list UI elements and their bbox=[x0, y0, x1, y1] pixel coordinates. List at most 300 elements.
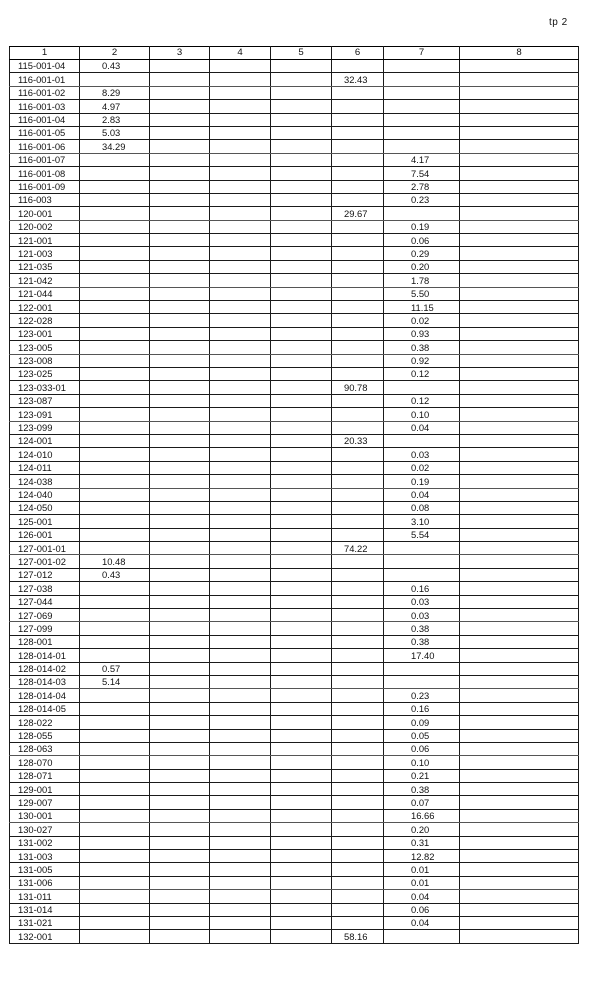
value-cell bbox=[271, 649, 332, 662]
value-cell bbox=[460, 568, 579, 581]
value-cell bbox=[80, 220, 150, 233]
value-cell bbox=[271, 756, 332, 769]
value-cell bbox=[460, 595, 579, 608]
parcel-code-cell: 128-014-05 bbox=[10, 702, 80, 715]
parcel-code-cell: 116-001-03 bbox=[10, 100, 80, 113]
value-cell bbox=[210, 729, 271, 742]
value-cell bbox=[210, 113, 271, 126]
value-cell bbox=[271, 609, 332, 622]
value-cell: 29.67 bbox=[332, 207, 384, 220]
value-cell bbox=[80, 890, 150, 903]
value-cell bbox=[332, 180, 384, 193]
parcel-code-cell: 121-003 bbox=[10, 247, 80, 260]
value-cell bbox=[210, 341, 271, 354]
value-cell bbox=[460, 126, 579, 139]
value-cell: 3.10 bbox=[384, 515, 460, 528]
value-cell bbox=[210, 207, 271, 220]
value-cell: 0.20 bbox=[384, 823, 460, 836]
value-cell bbox=[332, 756, 384, 769]
value-cell bbox=[332, 809, 384, 822]
value-cell bbox=[150, 220, 210, 233]
value-cell bbox=[332, 783, 384, 796]
value-cell bbox=[80, 247, 150, 260]
value-cell bbox=[332, 515, 384, 528]
value-cell bbox=[271, 662, 332, 675]
value-cell bbox=[460, 220, 579, 233]
table-row bbox=[10, 113, 579, 126]
value-cell bbox=[150, 515, 210, 528]
parcel-code-cell: 132-001 bbox=[10, 930, 80, 943]
value-cell bbox=[80, 595, 150, 608]
table-row bbox=[10, 850, 579, 863]
column-header: 2 bbox=[80, 47, 150, 60]
parcel-code-cell: 116-003 bbox=[10, 193, 80, 206]
value-cell bbox=[271, 729, 332, 742]
table-row bbox=[10, 448, 579, 461]
value-cell bbox=[210, 274, 271, 287]
value-cell: 0.38 bbox=[384, 635, 460, 648]
table-row bbox=[10, 73, 579, 86]
value-cell bbox=[332, 60, 384, 73]
value-cell bbox=[271, 448, 332, 461]
value-cell bbox=[80, 635, 150, 648]
value-cell bbox=[210, 327, 271, 340]
value-cell bbox=[80, 260, 150, 273]
parcel-code-cell: 127-099 bbox=[10, 622, 80, 635]
table-row bbox=[10, 729, 579, 742]
value-cell: 0.02 bbox=[384, 461, 460, 474]
value-cell bbox=[271, 381, 332, 394]
value-cell bbox=[460, 327, 579, 340]
table-row bbox=[10, 769, 579, 782]
parcel-code-cell: 129-007 bbox=[10, 796, 80, 809]
parcel-code-cell: 126-001 bbox=[10, 528, 80, 541]
parcel-code-cell: 128-014-03 bbox=[10, 675, 80, 688]
value-cell bbox=[271, 542, 332, 555]
value-cell: 0.29 bbox=[384, 247, 460, 260]
value-cell: 0.16 bbox=[384, 702, 460, 715]
value-cell bbox=[150, 314, 210, 327]
value-cell: 1.78 bbox=[384, 274, 460, 287]
value-cell bbox=[271, 475, 332, 488]
value-cell bbox=[332, 649, 384, 662]
value-cell bbox=[80, 153, 150, 166]
value-cell bbox=[332, 193, 384, 206]
value-cell bbox=[332, 247, 384, 260]
value-cell bbox=[271, 716, 332, 729]
value-cell: 7.54 bbox=[384, 167, 460, 180]
value-cell bbox=[210, 501, 271, 514]
value-cell bbox=[460, 113, 579, 126]
value-cell bbox=[271, 260, 332, 273]
value-cell bbox=[271, 635, 332, 648]
value-cell: 0.03 bbox=[384, 448, 460, 461]
parcel-code-cell: 130-001 bbox=[10, 809, 80, 822]
value-cell: 0.10 bbox=[384, 756, 460, 769]
value-cell bbox=[210, 73, 271, 86]
value-cell bbox=[332, 689, 384, 702]
value-cell bbox=[150, 729, 210, 742]
value-cell bbox=[80, 809, 150, 822]
value-cell bbox=[80, 180, 150, 193]
parcel-code-cell: 121-044 bbox=[10, 287, 80, 300]
value-cell bbox=[460, 86, 579, 99]
value-cell bbox=[460, 180, 579, 193]
value-cell bbox=[150, 675, 210, 688]
value-cell bbox=[150, 193, 210, 206]
value-cell bbox=[271, 126, 332, 139]
value-cell: 5.54 bbox=[384, 528, 460, 541]
value-cell bbox=[80, 649, 150, 662]
value-cell bbox=[460, 649, 579, 662]
value-cell bbox=[210, 220, 271, 233]
value-cell bbox=[150, 876, 210, 889]
value-cell bbox=[80, 823, 150, 836]
parcel-code-cell: 124-011 bbox=[10, 461, 80, 474]
value-cell bbox=[210, 126, 271, 139]
value-cell bbox=[332, 167, 384, 180]
value-cell bbox=[80, 528, 150, 541]
value-cell bbox=[150, 836, 210, 849]
parcel-code-cell: 123-025 bbox=[10, 367, 80, 380]
value-cell bbox=[271, 863, 332, 876]
value-cell bbox=[210, 716, 271, 729]
table-row bbox=[10, 394, 579, 407]
value-cell bbox=[271, 702, 332, 715]
value-cell bbox=[80, 850, 150, 863]
value-cell: 58.16 bbox=[332, 930, 384, 943]
value-cell bbox=[332, 609, 384, 622]
column-header-row bbox=[10, 47, 579, 60]
value-cell bbox=[150, 756, 210, 769]
table-row bbox=[10, 890, 579, 903]
value-cell bbox=[460, 876, 579, 889]
value-cell bbox=[210, 180, 271, 193]
value-cell bbox=[80, 689, 150, 702]
table-row bbox=[10, 675, 579, 688]
value-cell bbox=[332, 461, 384, 474]
value-cell bbox=[150, 823, 210, 836]
parcel-code-cell: 131-002 bbox=[10, 836, 80, 849]
value-cell bbox=[150, 421, 210, 434]
parcel-code-cell: 122-001 bbox=[10, 301, 80, 314]
value-cell bbox=[271, 783, 332, 796]
value-cell bbox=[332, 890, 384, 903]
table-row bbox=[10, 207, 579, 220]
table-row bbox=[10, 140, 579, 153]
value-cell bbox=[150, 367, 210, 380]
table-row bbox=[10, 555, 579, 568]
value-cell bbox=[80, 274, 150, 287]
parcel-code-cell: 124-001 bbox=[10, 434, 80, 447]
value-cell bbox=[460, 153, 579, 166]
table-row bbox=[10, 903, 579, 916]
parcel-code-cell: 131-011 bbox=[10, 890, 80, 903]
parcel-code-cell: 124-038 bbox=[10, 475, 80, 488]
value-cell bbox=[332, 140, 384, 153]
value-cell: 5.50 bbox=[384, 287, 460, 300]
table-row bbox=[10, 689, 579, 702]
value-cell bbox=[460, 635, 579, 648]
value-cell: 34.29 bbox=[80, 140, 150, 153]
value-cell bbox=[80, 729, 150, 742]
table-row bbox=[10, 381, 579, 394]
value-cell: 90.78 bbox=[332, 381, 384, 394]
value-cell bbox=[460, 381, 579, 394]
value-cell bbox=[460, 354, 579, 367]
value-cell bbox=[150, 180, 210, 193]
value-cell bbox=[460, 501, 579, 514]
value-cell: 0.12 bbox=[384, 394, 460, 407]
table-row bbox=[10, 716, 579, 729]
value-cell bbox=[332, 234, 384, 247]
value-cell bbox=[332, 528, 384, 541]
table-row bbox=[10, 823, 579, 836]
value-cell bbox=[460, 823, 579, 836]
parcel-code-cell: 127-001-02 bbox=[10, 555, 80, 568]
value-cell bbox=[271, 595, 332, 608]
value-cell bbox=[332, 287, 384, 300]
column-header: 4 bbox=[210, 47, 271, 60]
value-cell bbox=[271, 113, 332, 126]
value-cell bbox=[210, 448, 271, 461]
value-cell bbox=[332, 662, 384, 675]
value-cell bbox=[80, 341, 150, 354]
value-cell bbox=[150, 662, 210, 675]
value-cell bbox=[332, 729, 384, 742]
table-row bbox=[10, 408, 579, 421]
value-cell bbox=[332, 836, 384, 849]
value-cell bbox=[210, 595, 271, 608]
parcel-code-cell: 123-033-01 bbox=[10, 381, 80, 394]
value-cell bbox=[80, 167, 150, 180]
value-cell bbox=[210, 100, 271, 113]
value-cell bbox=[460, 903, 579, 916]
table-row bbox=[10, 649, 579, 662]
value-cell bbox=[80, 381, 150, 394]
parcel-code-cell: 121-035 bbox=[10, 260, 80, 273]
value-cell bbox=[150, 568, 210, 581]
ledger-body bbox=[10, 60, 579, 944]
value-cell: 0.38 bbox=[384, 341, 460, 354]
value-cell: 0.92 bbox=[384, 354, 460, 367]
value-cell bbox=[332, 448, 384, 461]
value-cell bbox=[210, 421, 271, 434]
value-cell bbox=[210, 769, 271, 782]
value-cell bbox=[150, 434, 210, 447]
value-cell bbox=[332, 100, 384, 113]
table-row bbox=[10, 595, 579, 608]
value-cell bbox=[332, 917, 384, 930]
table-row bbox=[10, 863, 579, 876]
value-cell bbox=[210, 488, 271, 501]
value-cell bbox=[460, 421, 579, 434]
value-cell bbox=[460, 836, 579, 849]
value-cell: 0.03 bbox=[384, 595, 460, 608]
column-header: 8 bbox=[460, 47, 579, 60]
value-cell bbox=[80, 756, 150, 769]
table-row bbox=[10, 327, 579, 340]
table-row bbox=[10, 354, 579, 367]
table-row bbox=[10, 434, 579, 447]
value-cell bbox=[210, 876, 271, 889]
value-cell bbox=[80, 863, 150, 876]
value-cell bbox=[210, 542, 271, 555]
value-cell bbox=[460, 890, 579, 903]
value-cell bbox=[210, 434, 271, 447]
value-cell bbox=[460, 716, 579, 729]
value-cell: 20.33 bbox=[332, 434, 384, 447]
table-row bbox=[10, 742, 579, 755]
parcel-code-cell: 127-012 bbox=[10, 568, 80, 581]
value-cell bbox=[460, 622, 579, 635]
value-cell bbox=[384, 140, 460, 153]
value-cell bbox=[80, 702, 150, 715]
value-cell bbox=[384, 555, 460, 568]
parcel-code-cell: 121-042 bbox=[10, 274, 80, 287]
value-cell bbox=[460, 60, 579, 73]
value-cell bbox=[332, 582, 384, 595]
table-row bbox=[10, 836, 579, 849]
parcel-code-cell: 128-070 bbox=[10, 756, 80, 769]
value-cell bbox=[210, 796, 271, 809]
table-row bbox=[10, 488, 579, 501]
value-cell bbox=[210, 930, 271, 943]
parcel-code-cell: 128-014-01 bbox=[10, 649, 80, 662]
value-cell bbox=[210, 60, 271, 73]
value-cell: 11.15 bbox=[384, 301, 460, 314]
value-cell bbox=[150, 850, 210, 863]
value-cell: 0.43 bbox=[80, 60, 150, 73]
value-cell bbox=[210, 823, 271, 836]
value-cell bbox=[460, 488, 579, 501]
value-cell bbox=[271, 836, 332, 849]
table-row bbox=[10, 756, 579, 769]
value-cell bbox=[210, 609, 271, 622]
value-cell bbox=[210, 622, 271, 635]
value-cell bbox=[150, 60, 210, 73]
parcel-code-cell: 124-050 bbox=[10, 501, 80, 514]
value-cell bbox=[271, 876, 332, 889]
value-cell: 0.01 bbox=[384, 863, 460, 876]
value-cell bbox=[210, 863, 271, 876]
value-cell bbox=[332, 850, 384, 863]
table-row bbox=[10, 126, 579, 139]
value-cell bbox=[384, 100, 460, 113]
parcel-code-cell: 116-001-05 bbox=[10, 126, 80, 139]
value-cell bbox=[460, 448, 579, 461]
value-cell bbox=[150, 890, 210, 903]
parcel-code-cell: 116-001-01 bbox=[10, 73, 80, 86]
value-cell bbox=[460, 260, 579, 273]
value-cell bbox=[150, 234, 210, 247]
value-cell bbox=[80, 434, 150, 447]
value-cell bbox=[80, 876, 150, 889]
value-cell: 5.03 bbox=[80, 126, 150, 139]
value-cell bbox=[80, 716, 150, 729]
value-cell bbox=[460, 742, 579, 755]
value-cell bbox=[460, 783, 579, 796]
value-cell bbox=[460, 729, 579, 742]
value-cell bbox=[150, 555, 210, 568]
value-cell bbox=[460, 609, 579, 622]
value-cell bbox=[210, 408, 271, 421]
value-cell bbox=[150, 448, 210, 461]
value-cell bbox=[384, 568, 460, 581]
value-cell bbox=[210, 515, 271, 528]
value-cell bbox=[150, 394, 210, 407]
parcel-code-cell: 127-038 bbox=[10, 582, 80, 595]
parcel-code-cell: 116-001-08 bbox=[10, 167, 80, 180]
value-cell bbox=[460, 301, 579, 314]
value-cell bbox=[271, 327, 332, 340]
value-cell bbox=[150, 140, 210, 153]
parcel-code-cell: 131-021 bbox=[10, 917, 80, 930]
value-cell bbox=[80, 488, 150, 501]
value-cell bbox=[210, 742, 271, 755]
value-cell: 0.23 bbox=[384, 193, 460, 206]
table-row bbox=[10, 930, 579, 943]
value-cell bbox=[80, 783, 150, 796]
value-cell bbox=[271, 675, 332, 688]
value-cell bbox=[460, 408, 579, 421]
value-cell: 17.40 bbox=[384, 649, 460, 662]
value-cell bbox=[210, 528, 271, 541]
value-cell bbox=[271, 622, 332, 635]
value-cell bbox=[332, 126, 384, 139]
table-row bbox=[10, 528, 579, 541]
value-cell bbox=[80, 421, 150, 434]
value-cell bbox=[460, 314, 579, 327]
value-cell bbox=[210, 662, 271, 675]
value-cell bbox=[460, 234, 579, 247]
value-cell bbox=[210, 86, 271, 99]
value-cell bbox=[271, 890, 332, 903]
value-cell bbox=[384, 662, 460, 675]
table-row bbox=[10, 582, 579, 595]
table-row bbox=[10, 193, 579, 206]
value-cell bbox=[460, 555, 579, 568]
value-cell bbox=[80, 622, 150, 635]
value-cell bbox=[460, 542, 579, 555]
value-cell bbox=[271, 528, 332, 541]
value-cell bbox=[460, 100, 579, 113]
parcel-code-cell: 127-044 bbox=[10, 595, 80, 608]
value-cell bbox=[271, 140, 332, 153]
value-cell bbox=[332, 314, 384, 327]
value-cell bbox=[271, 555, 332, 568]
value-cell: 0.06 bbox=[384, 903, 460, 916]
parcel-code-cell: 123-001 bbox=[10, 327, 80, 340]
value-cell bbox=[332, 555, 384, 568]
value-cell bbox=[80, 207, 150, 220]
value-cell bbox=[460, 193, 579, 206]
value-cell: 0.23 bbox=[384, 689, 460, 702]
value-cell: 0.04 bbox=[384, 488, 460, 501]
table-row bbox=[10, 153, 579, 166]
value-cell: 16.66 bbox=[384, 809, 460, 822]
value-cell: 12.82 bbox=[384, 850, 460, 863]
value-cell bbox=[150, 528, 210, 541]
parcel-code-cell: 131-014 bbox=[10, 903, 80, 916]
value-cell bbox=[332, 394, 384, 407]
value-cell bbox=[210, 461, 271, 474]
parcel-code-cell: 127-001-01 bbox=[10, 542, 80, 555]
table-row bbox=[10, 260, 579, 273]
value-cell bbox=[332, 796, 384, 809]
value-cell: 4.97 bbox=[80, 100, 150, 113]
value-cell bbox=[210, 287, 271, 300]
